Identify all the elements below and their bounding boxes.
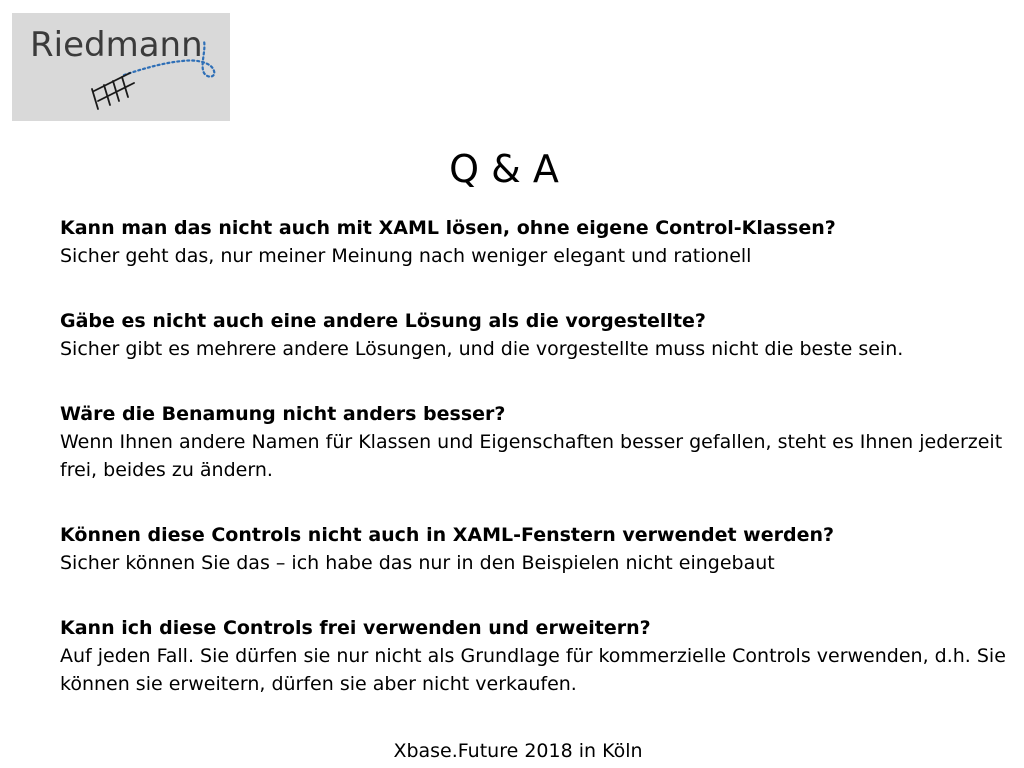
qa-answer: Sicher geht das, nur meiner Meinung nach weniger elegant und rationell: [60, 245, 752, 267]
qa-item: [60, 307, 1010, 363]
logo-brand-text: Riedmann: [30, 25, 203, 65]
slide-footer: Xbase.Future 2018 in Köln: [393, 740, 643, 762]
qa-answer: Wenn Ihnen andere Namen für Klassen und Eigenschaften besser gefallen, steht es Ihnen jederzeit frei, beides zu ändern.: [60, 431, 1003, 481]
film-strip-icon: [12, 13, 230, 121]
qa-answer: Sicher gibt es mehrere andere Lösungen, und die vorgestellte muss nicht die beste sein.: [60, 338, 904, 360]
qa-question: Wäre die Benamung nicht anders besser?: [60, 403, 506, 425]
qa-item: [60, 614, 1010, 698]
qa-question: Kann man das nicht auch mit XAML lösen, ohne eigene Control-Klassen?: [60, 217, 836, 239]
company-logo: [12, 13, 230, 121]
qa-question: Kann ich diese Controls frei verwenden und erweitern?: [60, 617, 651, 639]
qa-question: Können diese Controls nicht auch in XAML-Fenstern verwendet werden?: [60, 524, 835, 546]
qa-item: [60, 214, 1010, 270]
qa-answer: Sicher können Sie das – ich habe das nur in den Beispielen nicht eingebaut: [60, 552, 775, 574]
qa-item: [60, 521, 1010, 577]
qa-list: [60, 214, 1010, 735]
qa-answer: Auf jeden Fall. Sie dürfen sie nur nicht als Grundlage für kommerzielle Controls verwenden, d.h. Sie können sie erweitern, dürfen sie aber nicht verkaufen.: [60, 645, 1006, 695]
qa-question: Gäbe es nicht auch eine andere Lösung als die vorgestellte?: [60, 310, 706, 332]
slide-title: Q & A: [449, 147, 559, 191]
qa-item: [60, 400, 1010, 484]
